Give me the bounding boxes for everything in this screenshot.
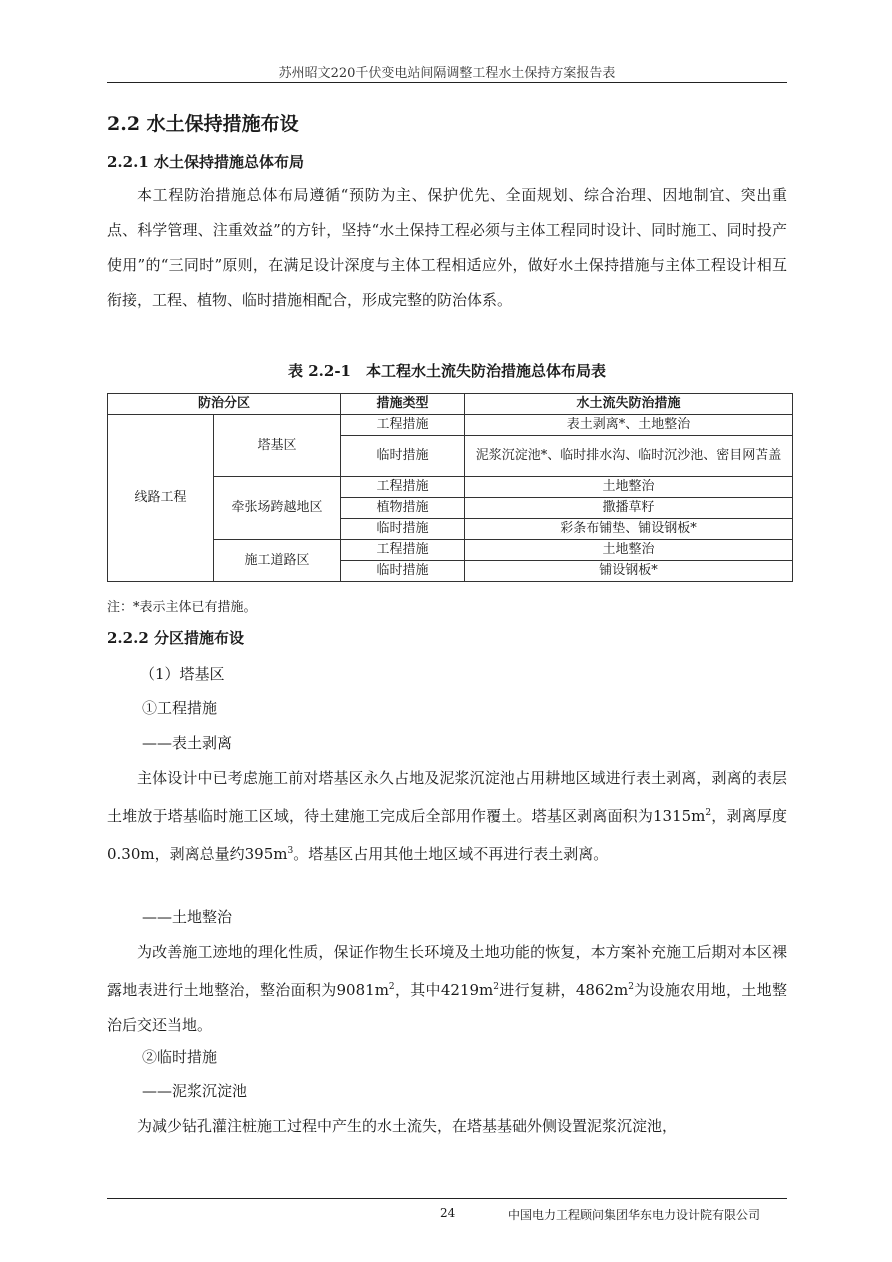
land-text-1: 为改善施工迹地的理化性质，保证作物生长环境及土地功能的恢复，本方案补充施工后期对本区裸露地表进行土地整治，整治面积为 <box>107 943 787 999</box>
land-area-total: 9081m <box>336 981 389 999</box>
measure-cell: 撒播草籽 <box>465 498 793 519</box>
measure-cell: 铺设钢板* <box>465 561 793 582</box>
topsoil-stripping-heading: ——表土剥离 <box>142 734 233 752</box>
item-tower-area: （1）塔基区 <box>140 665 225 683</box>
land-consolidation-heading: ——土地整治 <box>142 908 233 926</box>
measure-cell: 土地整治 <box>465 540 793 561</box>
subsection-title-overall-layout: 2.2.1 水土保持措施总体布局 <box>107 153 304 171</box>
header-measures: 水土流失防治措施 <box>465 394 793 415</box>
land-text-4: 为设施农用地，土地整治后交还当地。 <box>107 981 787 1034</box>
running-header: 苏州昭文220千伏变电站间隔调整工程水土保持方案报告表 <box>278 66 616 81</box>
subzone-cell-tower: 塔基区 <box>214 415 341 477</box>
temporary-measures-heading: ②临时措施 <box>142 1048 218 1066</box>
land-area-facility: 4862m <box>575 981 629 999</box>
header-zone: 防治分区 <box>108 394 341 415</box>
topsoil-text-3: 。塔基区占用其他土地区域不再进行表土剥离。 <box>293 845 609 863</box>
type-cell: 工程措施 <box>341 415 465 436</box>
header-divider <box>107 82 787 83</box>
measure-cell: 土地整治 <box>465 477 793 498</box>
table-note: 注：*表示主体已有措施。 <box>107 600 257 615</box>
mud-pond-heading: ——泥浆沉淀池 <box>142 1082 248 1100</box>
type-cell: 临时措施 <box>341 561 465 582</box>
measure-cell: 表土剥离*、土地整治 <box>465 415 793 436</box>
table-caption: 表 2.2-1 本工程水土流失防治措施总体布局表 <box>288 362 606 380</box>
topsoil-volume: 395m <box>244 845 288 863</box>
subsection-title-zone-measures: 2.2.2 分区措施布设 <box>107 629 244 647</box>
measure-cell: 彩条布铺垫、铺设钢板* <box>465 519 793 540</box>
measure-cell: 泥浆沉淀池*、临时排水沟、临时沉沙池、密目网苫盖 <box>465 436 793 477</box>
footer-divider <box>107 1198 787 1199</box>
sup-square: 2 <box>493 982 499 992</box>
footer-organization: 中国电力工程顾问集团华东电力设计院有限公司 <box>508 1208 761 1222</box>
type-cell: 临时措施 <box>341 436 465 477</box>
topsoil-area: 1315m <box>653 807 706 825</box>
engineering-measures-heading: ①工程措施 <box>142 699 218 717</box>
topsoil-text-2: ，剥离厚度 0.30m，剥离总量约 <box>107 807 787 863</box>
page-number: 24 <box>440 1206 456 1220</box>
measures-layout-table <box>107 393 793 582</box>
sup-cubic: 3 <box>287 846 294 856</box>
sup-square: 2 <box>705 808 712 818</box>
type-cell: 植物措施 <box>341 498 465 519</box>
mud-pond-paragraph: 为减少钻孔灌注桩施工过程中产生的水土流失，在塔基基础外侧设置泥浆沉淀池， <box>137 1117 678 1135</box>
topsoil-paragraph <box>107 761 787 872</box>
section-title: 2.2 水土保持措施布设 <box>107 113 299 135</box>
header-type: 措施类型 <box>341 394 465 415</box>
land-text-2: ，其中 <box>394 981 441 999</box>
table-row <box>108 415 793 436</box>
topsoil-text-1: 主体设计中已考虑施工前对塔基区永久占地及泥浆沉淀池占用耕地区域进行表土剥离，剥离的表层土堆放于塔基临时施工区域，待土建施工完成后全部用作覆土。塔基区剥离面积为 <box>107 769 787 825</box>
land-text-3: 进行复耕， <box>499 981 576 999</box>
sup-square: 2 <box>388 982 395 992</box>
type-cell: 工程措施 <box>341 540 465 561</box>
table-header-row <box>108 394 793 415</box>
land-area-farmland: 4219m <box>440 981 494 999</box>
subzone-cell-stringing: 牵张场跨越地区 <box>214 477 341 540</box>
type-cell: 工程措施 <box>341 477 465 498</box>
type-cell: 临时措施 <box>341 519 465 540</box>
subzone-cell-road: 施工道路区 <box>214 540 341 582</box>
zone-cell: 线路工程 <box>108 415 214 582</box>
overall-layout-paragraph: 本工程防治措施总体布局遵循“预防为主、保护优先、全面规划、综合治理、因地制宜、突出重点、科学管理、注重效益”的方针，坚持“水土保持工程必须与主体工程同时设计、同时施工、同时投产使用”的“三同时”原则，在满足设计深度与主体工程相适应外，做好水土保持措施与主体工程设计相互衔接，工程、植物、临时措施相配合，形成完整的防治体系。 <box>107 186 787 309</box>
land-consolidation-paragraph <box>107 935 787 1043</box>
sup-square: 2 <box>628 982 634 992</box>
